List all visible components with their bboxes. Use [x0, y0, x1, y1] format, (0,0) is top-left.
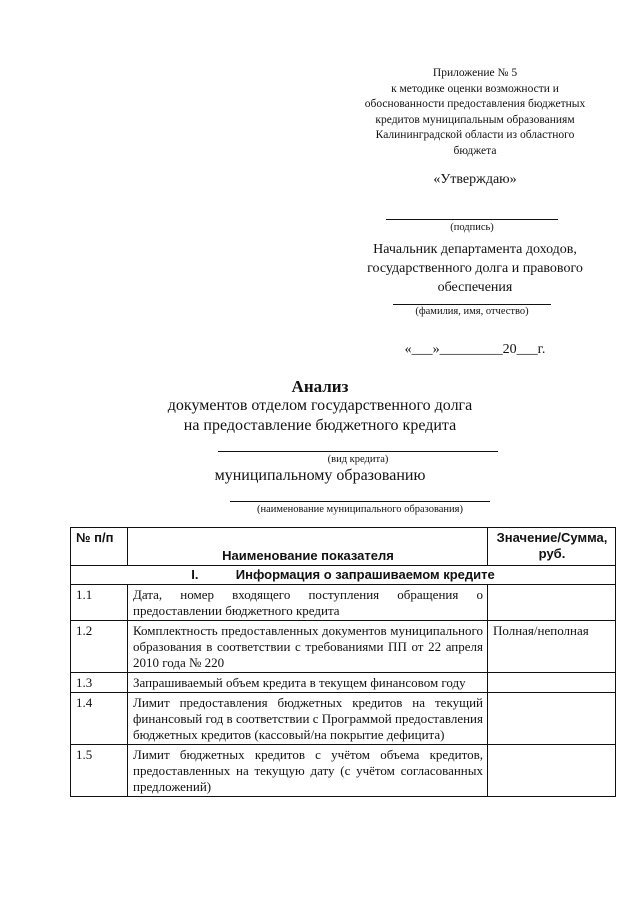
recipient-label: муниципальному образованию — [214, 467, 426, 484]
row-value — [488, 585, 616, 621]
row-num: 1.3 — [71, 673, 128, 693]
header-num: № п/п — [71, 528, 128, 566]
appendix-line: к методике оценки возможности и — [391, 82, 559, 95]
credit-type-caption: (вид кредита) — [327, 454, 389, 465]
table-row — [71, 673, 616, 693]
municipality-caption: (наименование муниципального образования) — [256, 504, 464, 515]
section-title-cell — [71, 566, 616, 585]
title-line-2: документов отделом государственного долга — [167, 397, 473, 414]
official-title — [340, 240, 610, 297]
document-title: Анализ — [291, 377, 349, 396]
row-name: Лимит бюджетных кредитов с учётом объема кредитов, предоставленных на текущую дату (с учётом согласованных предложений) — [128, 745, 488, 797]
header-name: Наименование показателя — [128, 528, 488, 566]
row-value — [488, 673, 616, 693]
row-num: 1.1 — [71, 585, 128, 621]
appendix-line: кредитов муниципальным образованиям — [375, 113, 575, 126]
appendix-line: бюджета — [453, 144, 497, 157]
table-row — [71, 621, 616, 673]
appendix-line: обоснованности предоставления бюджетных — [364, 98, 586, 110]
row-num: 1.4 — [71, 693, 128, 745]
title-line-3: на предоставление бюджетного кредита — [183, 417, 457, 434]
row-num: 1.5 — [71, 745, 128, 797]
table-row — [71, 585, 616, 621]
table-row — [71, 693, 616, 745]
section-title: Информация о запрашиваемом кредите — [235, 567, 495, 582]
row-name: Лимит предоставления бюджетных кредитов на текущий финансовый год в соответствии с Программой предоставления бюджетных кредитов (кассовый/на покрытие дефицита) — [128, 693, 488, 745]
appendix-block — [340, 66, 610, 159]
row-value — [488, 745, 616, 797]
name-line — [393, 304, 551, 305]
table-row — [71, 745, 616, 797]
row-name: Запрашиваемый объем кредита в текущем финансовом году — [128, 673, 488, 693]
municipality-line — [230, 501, 490, 502]
analysis-table — [70, 527, 616, 797]
official-line: Начальник департамента доходов, — [373, 242, 577, 257]
row-num: 1.2 — [71, 621, 128, 673]
approval-date: «___»_________20___г. — [404, 342, 546, 357]
table-header-row — [71, 528, 616, 566]
signature-line — [386, 219, 558, 220]
appendix-line: Калининградской области из областного — [375, 129, 575, 141]
section-row — [71, 566, 616, 585]
signature-caption: (подпись) — [450, 222, 494, 233]
row-value: Полная/неполная — [488, 621, 616, 673]
official-line: государственного долга и правового — [367, 261, 583, 276]
official-line: обеспечения — [437, 280, 513, 295]
appendix-line: Приложение № 5 — [432, 67, 518, 79]
name-caption: (фамилия, имя, отчество) — [415, 306, 529, 317]
credit-type-line — [218, 451, 498, 452]
row-value — [488, 693, 616, 745]
section-roman: I. — [191, 567, 199, 582]
header-value: Значение/Сумма, руб. — [488, 528, 616, 566]
row-name: Дата, номер входящего поступления обращения о предоставлении бюджетного кредита — [128, 585, 488, 621]
row-name: Комплектность предоставленных документов муниципального образования в соответствии с требованиями ПП от 22 апреля 2010 года № 220 — [128, 621, 488, 673]
approval-label: «Утверждаю» — [433, 172, 517, 187]
